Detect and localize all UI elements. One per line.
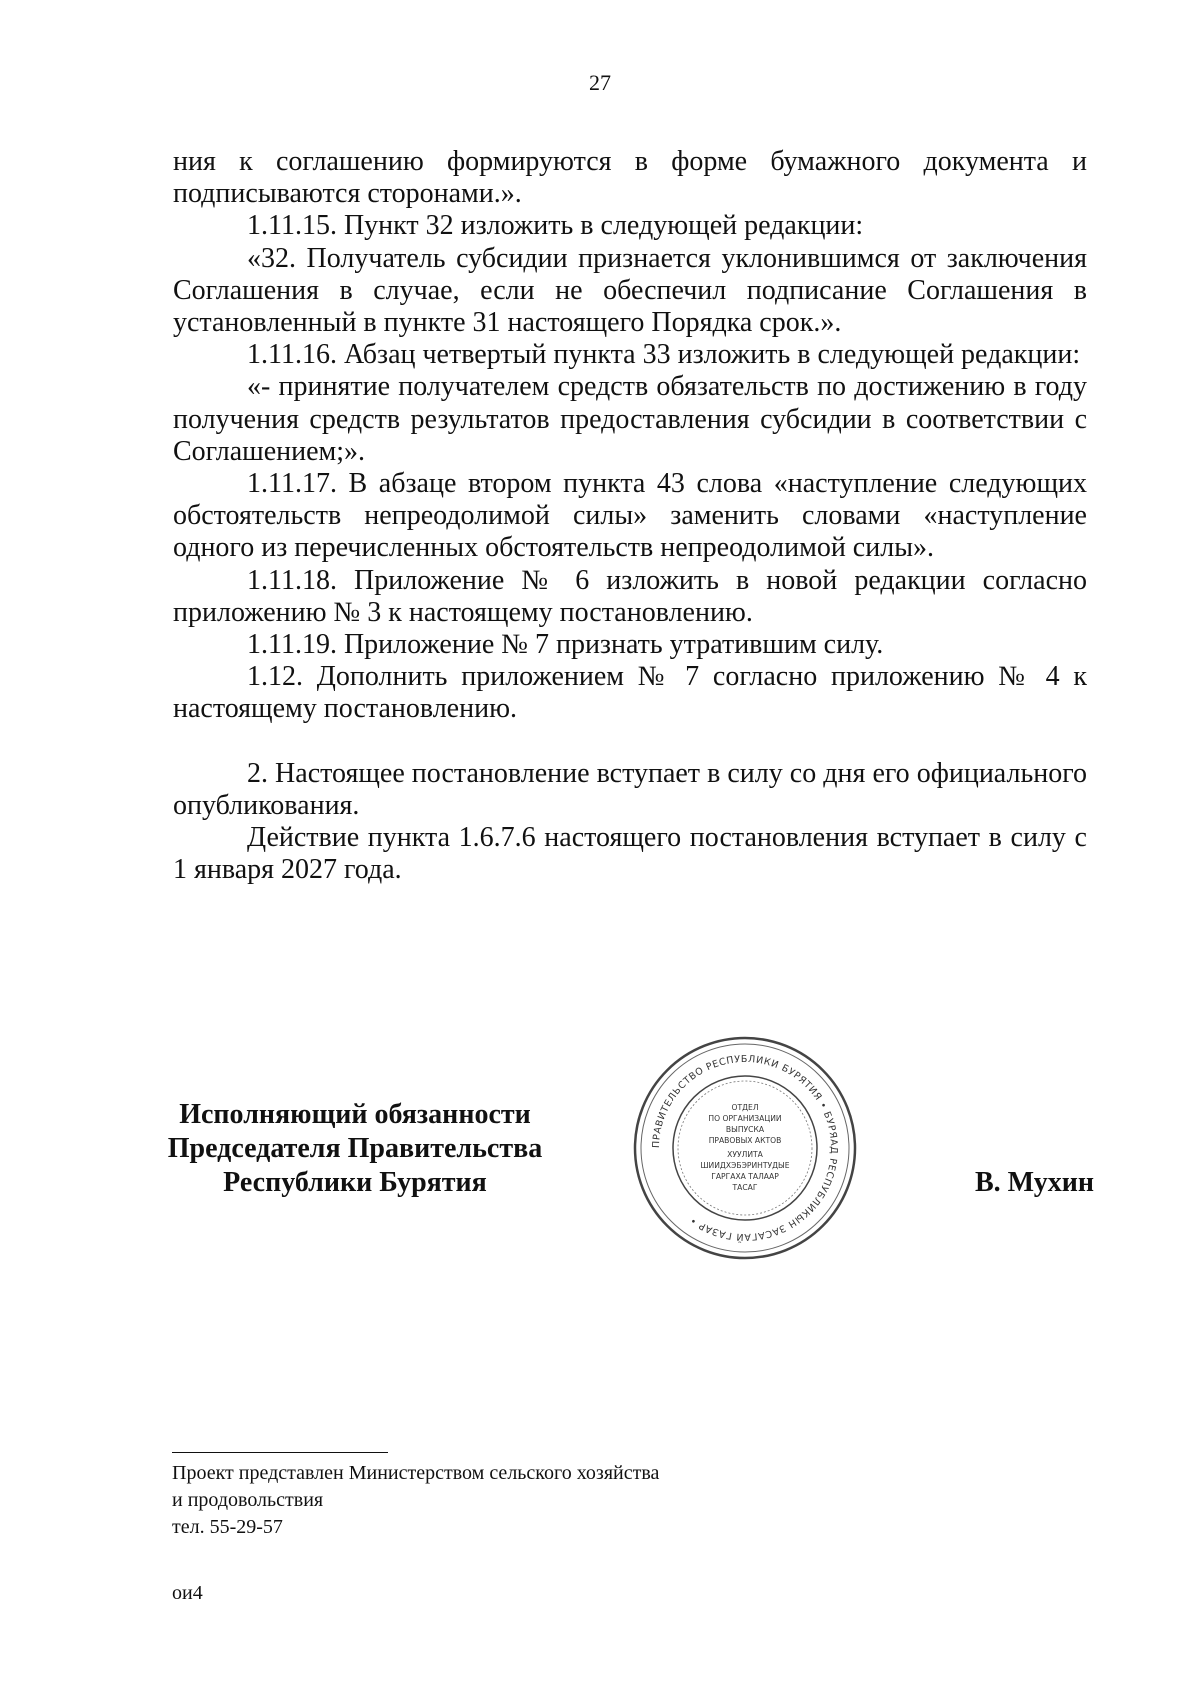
seal-center-text: ВЫПУСКА [725,1125,765,1134]
seal-center-text: ОТДЕЛ [731,1103,759,1112]
paragraph: 1.12. Дополнить приложением № 7 согласно приложению № 4 к настоящему постановлению. [173,661,1087,725]
paragraph: 1.11.15. Пункт 32 изложить в следующей редакции: [247,210,864,242]
document-code: ои4 [172,1582,203,1604]
paragraph: «- принятие получателем средств обязательств по достижению в году получения средств результатов предоставления субсидии в соответствии с Соглашением;». [173,371,1087,467]
signer-name: В. Мухин [975,1167,1094,1198]
footnote-phone: тел. 55-29-57 [172,1516,283,1538]
page-number: 27 [589,70,611,95]
paragraph: 2. Настоящее постановление вступает в силу со дня его официального опубликования. [173,757,1087,821]
paragraph: Действие пункта 1.6.7.6 настоящего постановления вступает в силу с 1 января 2027 года. [173,822,1087,886]
seal-center-text: ПРАВОВЫХ АКТОВ [708,1136,782,1145]
seal-center-text: ШИИДХЭБЭРИНТУДЫЕ [700,1161,790,1170]
paragraph: 1.11.18. Приложение № 6 изложить в новой редакции согласно приложению № 3 к настоящему постановлению. [173,564,1087,628]
seal-center-text: ХУУЛИТА [727,1150,763,1159]
footnote-line: и продовольствия [172,1489,324,1511]
signature-position [150,1098,560,1200]
document-body [173,146,1087,886]
footnote-divider [172,1452,388,1453]
official-seal-icon [631,1034,859,1262]
paragraph: 1.11.19. Приложение № 7 признать утратившим силу. [247,629,884,661]
footnote-line: Проект представлен Министерством сельского хозяйства [172,1462,660,1484]
footnote [172,1460,659,1541]
seal-center-text: ГАРГАХА ТАЛААР [711,1172,779,1181]
paragraph: ния к соглашению формируются в форме бумажного документа и подписываются сторонами.». [173,146,1087,210]
seal-center-text: ТАСАГ [732,1183,758,1192]
signature-position-line: Республики Бурятия [223,1167,487,1198]
paragraph: «32. Получатель субсидии признается уклонившимся от заключения Соглашения в случае, если не обеспечил подписание Соглашения в установленный в пункте 31 настоящего Порядка срок.». [173,242,1087,339]
signature-position-line: Председателя Правительства [167,1133,543,1164]
signature-position-line: Исполняющий обязанности [179,1099,531,1130]
paragraph: 1.11.16. Абзац четвертый пункта 33 изложить в следующей редакции: [247,339,1081,371]
seal-ring-text: ПРАВИТЕЛЬСТВО РЕСПУБЛИКИ БУРЯТИЯ • БУРЯАД РЕСПУБЛИКЫН ЗАСАГАЙ ГАЗАР • [650,1053,840,1243]
seal-center-text: ПО ОРГАНИЗАЦИИ [708,1114,782,1123]
paragraph: 1.11.17. В абзаце втором пункта 43 слова «наступление следующих обстоятельств непреодолимой силы» заменить словами «наступление одного из перечисленных обстоятельств непреодолимой силы». [173,468,1087,564]
